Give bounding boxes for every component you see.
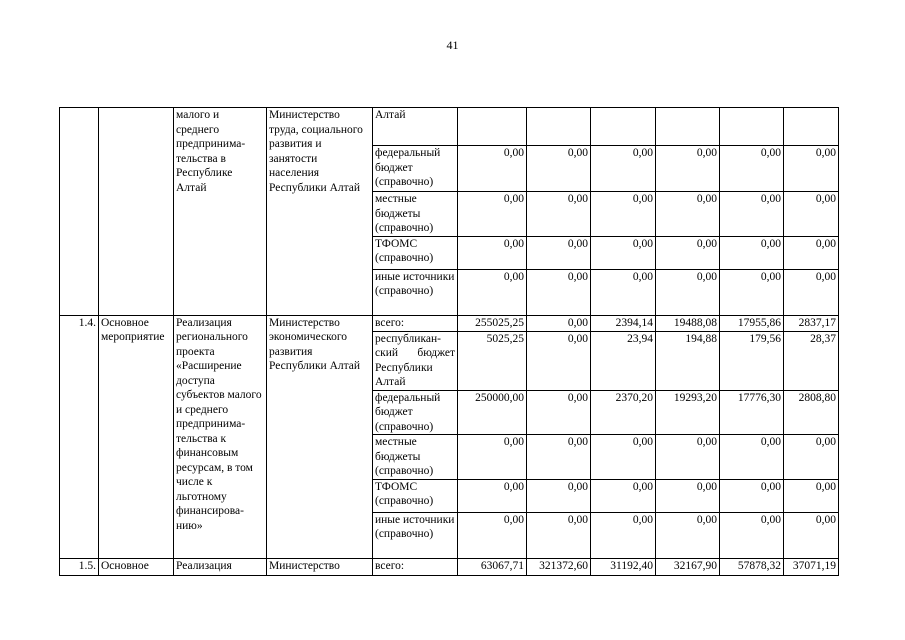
amount-cell: 0,00 <box>458 236 527 269</box>
amount-cell: 194,88 <box>656 331 720 390</box>
amount-cell: 31192,40 <box>591 558 656 575</box>
amount-cell: 0,00 <box>720 192 784 237</box>
funding-source: ТФОМС (справочно) <box>373 236 458 269</box>
amount-cell: 17955,86 <box>720 315 784 331</box>
program-table <box>59 107 839 576</box>
event-type <box>99 108 174 316</box>
amount-cell: 0,00 <box>527 331 591 390</box>
amount-cell <box>458 108 527 146</box>
amount-cell: 0,00 <box>784 192 839 237</box>
funding-source: Алтай <box>373 108 458 146</box>
event-name: Реализация регионального проекта «Расширение доступа субъектов малого и среднего предпринима-тельства к финансовым ресурсам, в том числе к льготному финансирова-нию» <box>174 315 267 558</box>
amount-cell: 2370,20 <box>591 390 656 435</box>
funding-source: местные бюджеты (справочно) <box>373 192 458 237</box>
page-number: 41 <box>446 38 459 52</box>
amount-cell: 0,00 <box>458 479 527 512</box>
event-type: Основное <box>99 558 174 575</box>
funding-source: федеральный бюджет (справочно) <box>373 390 458 435</box>
amount-cell: 0,00 <box>720 269 784 315</box>
amount-cell: 23,94 <box>591 331 656 390</box>
funding-source: ТФОМС (справочно) <box>373 479 458 512</box>
table-row <box>60 108 839 146</box>
table-row <box>60 558 839 575</box>
amount-cell: 0,00 <box>527 192 591 237</box>
amount-cell: 0,00 <box>656 236 720 269</box>
funding-source: иные источники (справочно) <box>373 269 458 315</box>
amount-cell: 2394,14 <box>591 315 656 331</box>
amount-cell: 0,00 <box>527 479 591 512</box>
amount-cell <box>784 108 839 146</box>
amount-cell: 0,00 <box>527 390 591 435</box>
amount-cell: 0,00 <box>720 512 784 558</box>
event-name: Реализация <box>174 558 267 575</box>
amount-cell: 0,00 <box>458 269 527 315</box>
amount-cell <box>656 108 720 146</box>
table-row <box>60 315 839 331</box>
amount-cell: 0,00 <box>784 146 839 192</box>
funding-source: республикан-ский бюджет Республики Алтай <box>373 331 458 390</box>
amount-cell: 0,00 <box>720 435 784 480</box>
amount-cell: 0,00 <box>527 146 591 192</box>
amount-cell: 0,00 <box>720 479 784 512</box>
amount-cell: 0,00 <box>527 236 591 269</box>
amount-cell: 19293,20 <box>656 390 720 435</box>
amount-cell: 0,00 <box>591 146 656 192</box>
event-name: малого и среднего предпринима-тельства в Республике Алтай <box>174 108 267 316</box>
amount-cell: 0,00 <box>784 512 839 558</box>
amount-cell: 0,00 <box>656 192 720 237</box>
event-type: Основное мероприятие <box>99 315 174 558</box>
amount-cell: 0,00 <box>591 479 656 512</box>
table-body <box>60 108 839 576</box>
amount-cell: 5025,25 <box>458 331 527 390</box>
row-index: 1.4. <box>60 315 99 558</box>
funding-source: иные источники (справочно) <box>373 512 458 558</box>
amount-cell: 0,00 <box>656 435 720 480</box>
amount-cell: 0,00 <box>656 269 720 315</box>
funding-source: федеральный бюджет (справочно) <box>373 146 458 192</box>
amount-cell: 0,00 <box>784 269 839 315</box>
amount-cell: 0,00 <box>656 146 720 192</box>
amount-cell <box>527 108 591 146</box>
amount-cell: 321372,60 <box>527 558 591 575</box>
amount-cell: 0,00 <box>784 435 839 480</box>
amount-cell: 0,00 <box>784 479 839 512</box>
amount-cell: 0,00 <box>458 512 527 558</box>
amount-cell: 63067,71 <box>458 558 527 575</box>
amount-cell: 0,00 <box>591 269 656 315</box>
executor: Министерство труда, социального развития и занятости населения Республики Алтай <box>267 108 373 316</box>
amount-cell: 0,00 <box>458 435 527 480</box>
amount-cell: 2808,80 <box>784 390 839 435</box>
amount-cell: 19488,08 <box>656 315 720 331</box>
amount-cell: 0,00 <box>591 512 656 558</box>
funding-source: всего: <box>373 558 458 575</box>
amount-cell: 0,00 <box>720 146 784 192</box>
amount-cell: 32167,90 <box>656 558 720 575</box>
amount-cell <box>720 108 784 146</box>
amount-cell: 0,00 <box>784 236 839 269</box>
amount-cell: 0,00 <box>527 512 591 558</box>
amount-cell: 179,56 <box>720 331 784 390</box>
amount-cell: 0,00 <box>591 236 656 269</box>
amount-cell: 0,00 <box>591 435 656 480</box>
amount-cell: 0,00 <box>591 192 656 237</box>
amount-cell: 0,00 <box>527 435 591 480</box>
executor: Министерство <box>267 558 373 575</box>
amount-cell: 17776,30 <box>720 390 784 435</box>
funding-source: местные бюджеты (справочно) <box>373 435 458 480</box>
amount-cell: 0,00 <box>458 146 527 192</box>
amount-cell: 37071,19 <box>784 558 839 575</box>
funding-source: всего: <box>373 315 458 331</box>
amount-cell: 0,00 <box>656 479 720 512</box>
amount-cell: 0,00 <box>458 192 527 237</box>
amount-cell: 250000,00 <box>458 390 527 435</box>
row-index: 1.5. <box>60 558 99 575</box>
amount-cell: 0,00 <box>527 315 591 331</box>
executor: Министерство экономического развития Республики Алтай <box>267 315 373 558</box>
amount-cell: 0,00 <box>720 236 784 269</box>
amount-cell: 2837,17 <box>784 315 839 331</box>
amount-cell: 0,00 <box>656 512 720 558</box>
amount-cell: 57878,32 <box>720 558 784 575</box>
amount-cell: 255025,25 <box>458 315 527 331</box>
amount-cell <box>591 108 656 146</box>
row-index <box>60 108 99 316</box>
amount-cell: 0,00 <box>527 269 591 315</box>
amount-cell: 28,37 <box>784 331 839 390</box>
